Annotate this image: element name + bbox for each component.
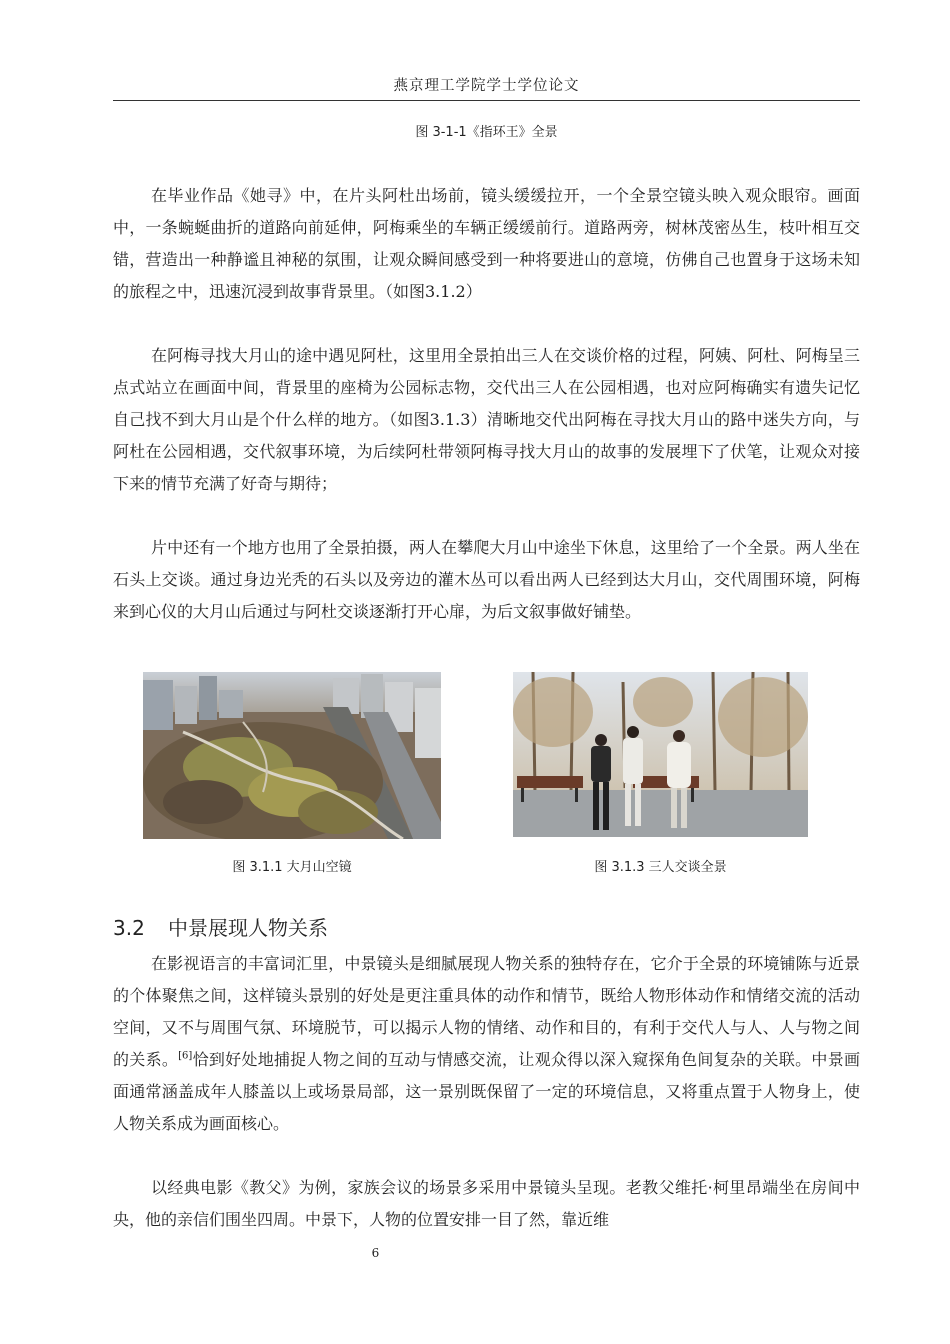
figure-caption-3-1-1: 图 3.1.1 大月山空镜 [232, 860, 352, 875]
paragraph-5-text-a: 在影视语言的丰富词汇里，中景镜头是细腻展现人物关系的独特存在，它介于全景的环境铺陈与近景的个体聚焦之间，这样镜头景别的好处是更注重具体的动作和情节，既给人物形体动作和情绪交流的活动空间，又不与周围气氛、环境脱节，可以揭示人物的情绪、动作和目的，有利于交代人与人、人与物之间的关系。 [113, 954, 860, 1069]
running-header: 燕京理工学院学士学位论文 [393, 78, 580, 94]
figure-caption-3-1-3: 图 3.1.3 三人交谈全景 [594, 860, 727, 875]
figure-caption-top: 图 3-1-1《指环王》全景 [415, 125, 558, 140]
header-rule [113, 100, 860, 101]
section-heading [113, 912, 328, 941]
three-people-photo [513, 672, 808, 837]
citation-marker[interactable]: [6] [178, 1050, 193, 1062]
paragraph-5 [113, 948, 860, 1140]
section-title: 中景展现人物关系 [168, 916, 328, 940]
page-number: 6 [371, 1246, 380, 1260]
section-number: 3.2 [113, 916, 145, 940]
paragraph-5-text-b: 恰到好处地捕捉人物之间的互动与情感交流，让观众得以深入窥探角色间复杂的关联。中景画面通常涵盖成年人膝盖以上或场景局部，这一景别既保留了一定的环境信息，又将重点置于人物身上，使人物关系成为画面核心。 [113, 1050, 860, 1133]
paragraph-1: 在毕业作品《她寻》中，在片头阿杜出场前，镜头缓缓拉开，一个全景空镜头映入观众眼帘。画面中，一条蜿蜒曲折的道路向前延伸，阿梅乘坐的车辆正缓缓前行。道路两旁，树林茂密丛生，枝叶相互交错，营造出一种静谧且神秘的氛围，让观众瞬间感受到一种将要进山的意境，仿佛自己也置身于这场未知的旅程之中，迅速沉浸到故事背景里。（如图3.1.2） [113, 186, 860, 301]
paragraph-3: 片中还有一个地方也用了全景拍摄，两人在攀爬大月山中途坐下休息，这里给了一个全景。两人坐在石头上交谈。通过身边光秃的石头以及旁边的灌木丛可以看出两人已经到达大月山，交代周围环境，阿梅来到心仪的大月山后通过与阿杜交谈逐渐打开心扉，为后文叙事做好铺垫。 [113, 538, 860, 621]
paragraph-2: 在阿梅寻找大月山的途中遇见阿杜，这里用全景拍出三人在交谈价格的过程，阿姨、阿杜、阿梅呈三点式站立在画面中间，背景里的座椅为公园标志物，交代出三人在公园相遇，也对应阿梅确实有遗失记忆自己找不到大月山是个什么样的地方。（如图3.1.3）清晰地交代出阿梅在寻找大月山的路中迷失方向，与阿杜在公园相遇，交代叙事环境，为后续阿杜带领阿梅寻找大月山的故事的发展埋下了伏笔，让观众对接下来的情节充满了好奇与期待； [113, 346, 860, 493]
paragraph-6: 以经典电影《教父》为例，家族会议的场景多采用中景镜头呈现。老教父维托·柯里昂端坐在房间中央，他的亲信们围坐四周。中景下，人物的位置安排一目了然，靠近维 [113, 1178, 860, 1229]
aerial-park-photo [143, 672, 441, 839]
